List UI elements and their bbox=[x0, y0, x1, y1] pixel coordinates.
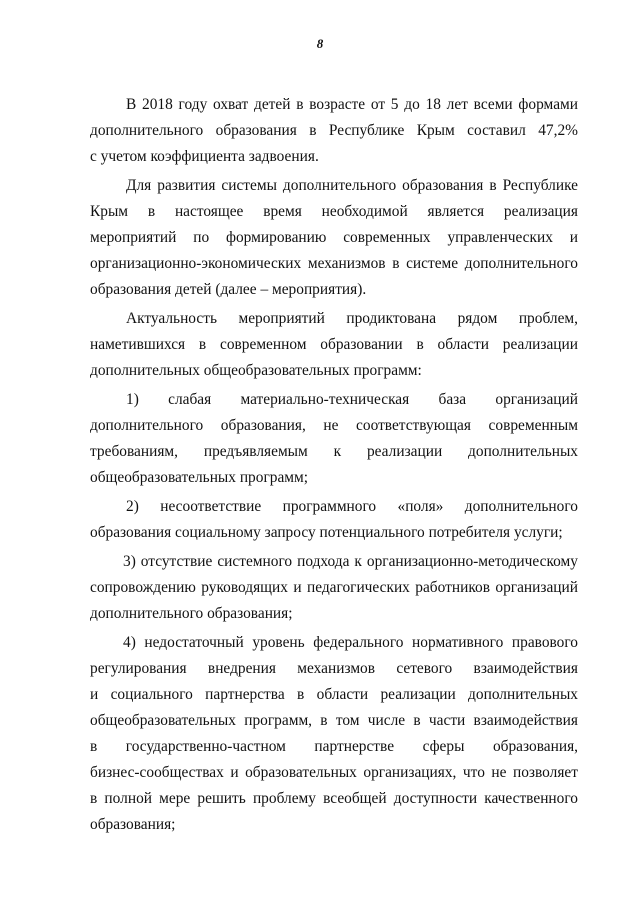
text-line: Крым в настоящее время необходимой является реализация bbox=[90, 203, 578, 220]
text-line: 2) несоответствие программного «поля» дополнительного bbox=[126, 498, 578, 515]
text-line: в полной мере решить проблему всеобщей доступности качественного bbox=[90, 790, 578, 807]
text-line: 3) отсутствие системного подхода к организационно-методическому bbox=[123, 553, 578, 570]
text-line: общеобразовательных программ, в том числе в части взаимодействия bbox=[90, 712, 578, 729]
text-line: В 2018 году охват детей в возрасте от 5 до 18 лет всеми формами bbox=[126, 96, 578, 113]
text-line: и социального партнерства в области реализации дополнительных bbox=[90, 686, 578, 703]
text-line: 1) слабая материально-техническая база организаций bbox=[126, 391, 578, 408]
text-line: мероприятий по формированию современных управленческих и bbox=[90, 229, 578, 246]
paragraph-development bbox=[90, 173, 578, 303]
text-line: Актуальность мероприятий продиктована рядом проблем, bbox=[126, 310, 578, 327]
list-item-2 bbox=[90, 494, 578, 546]
text-line: 4) недостаточный уровень федерального нормативного правового bbox=[123, 634, 578, 651]
text-line: регулирования внедрения механизмов сетевого взаимодействия bbox=[90, 660, 578, 677]
text-line: сопровождению руководящих и педагогических работников организаций bbox=[90, 579, 578, 596]
text-line: требованиям, предъявляемым к реализации дополнительных bbox=[90, 443, 578, 460]
document-body bbox=[90, 92, 578, 841]
text-line: наметившихся в современном образовании в области реализации bbox=[90, 336, 578, 353]
list-item-1 bbox=[90, 387, 578, 491]
text-line: организационно-экономических механизмов в системе дополнительного bbox=[90, 255, 578, 272]
text-line: бизнес-сообществах и образовательных организациях, что не позволяет bbox=[90, 764, 578, 781]
text-line: образования социальному запросу потенциального потребителя услуги; bbox=[90, 524, 563, 541]
text-line: образования детей (далее – мероприятия). bbox=[90, 281, 367, 298]
text-line: общеобразовательных программ; bbox=[90, 469, 309, 486]
text-line: дополнительных общеобразовательных программ: bbox=[90, 362, 422, 379]
text-line: образования; bbox=[90, 816, 176, 833]
list-item-3 bbox=[90, 549, 578, 627]
paragraph-relevance bbox=[90, 306, 578, 384]
page-number: 8 bbox=[316, 36, 324, 51]
text-line: дополнительного образования в Республике Крым составил 47,2% bbox=[90, 122, 578, 139]
text-line: с учетом коэффициента задвоения. bbox=[90, 148, 319, 165]
text-line: Для развития системы дополнительного образования в Республике bbox=[126, 177, 578, 194]
list-item-4 bbox=[90, 630, 578, 838]
text-line: дополнительного образования; bbox=[90, 605, 293, 622]
text-line: дополнительного образования, не соответствующая современным bbox=[90, 417, 578, 434]
text-line: в государственно-частном партнерстве сферы образования, bbox=[90, 738, 578, 755]
paragraph-coverage bbox=[90, 92, 578, 170]
